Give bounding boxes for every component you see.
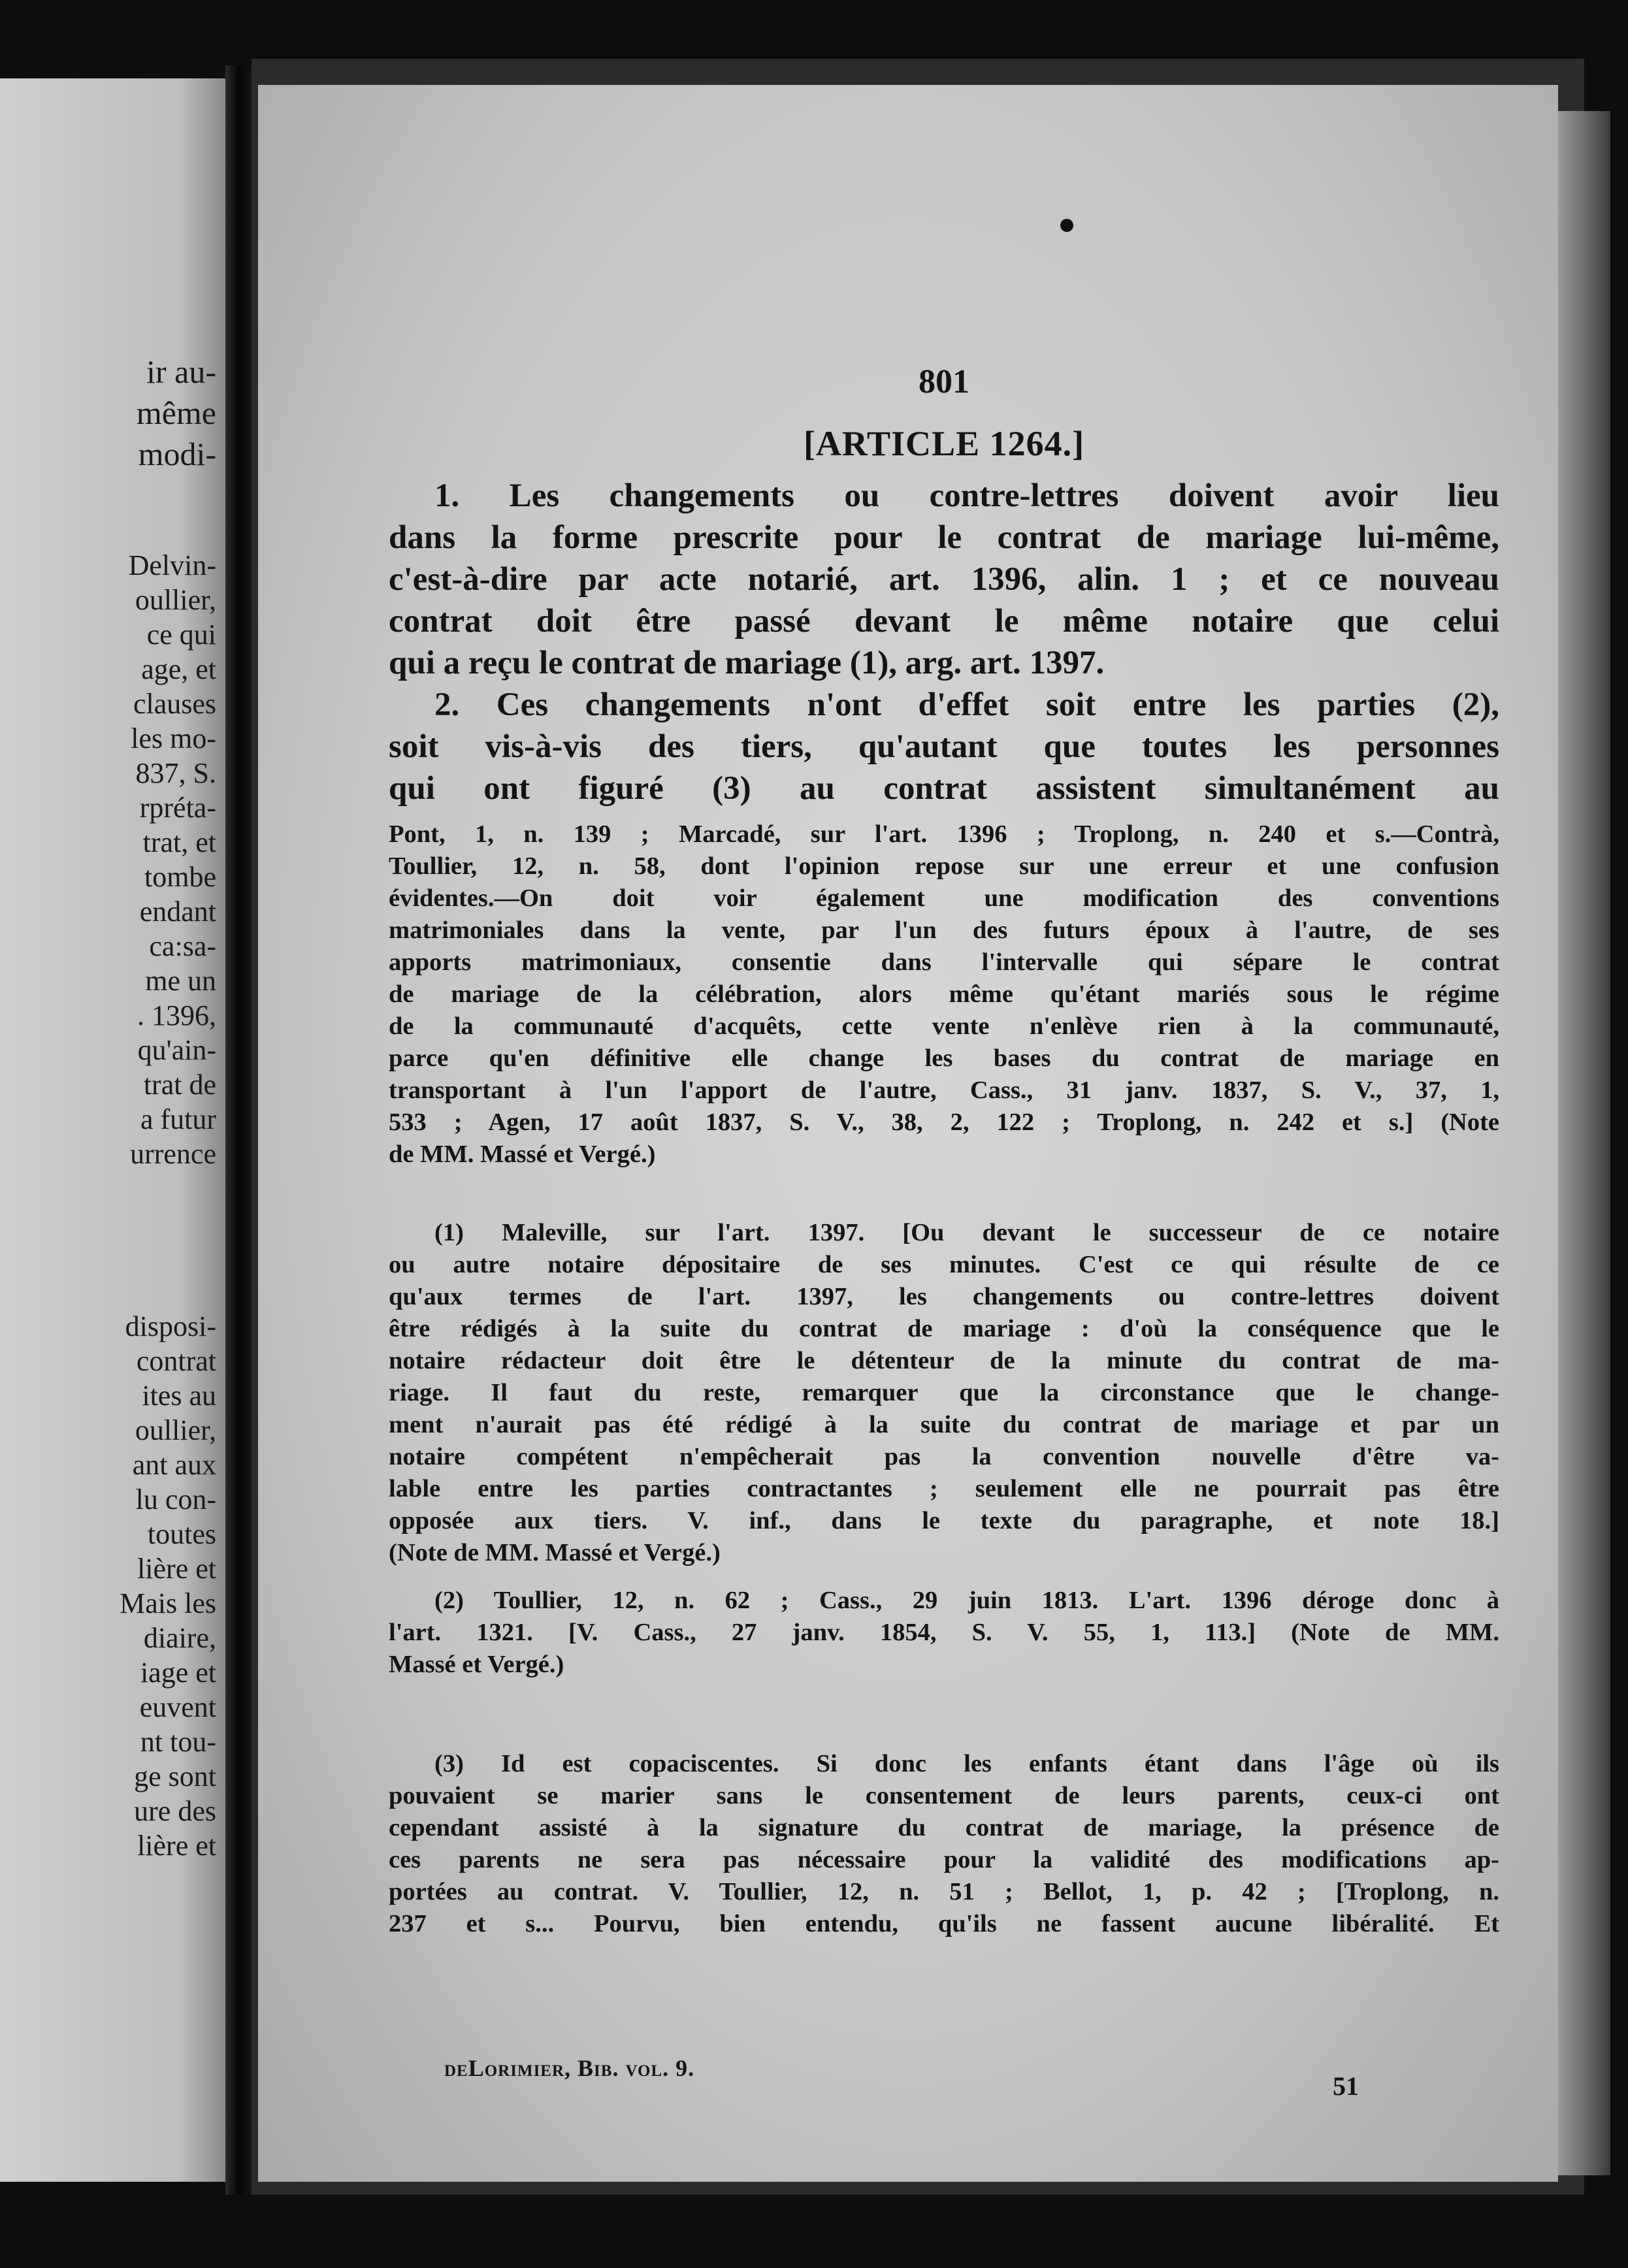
left-page-line: ites au <box>142 1380 216 1412</box>
left-page-line: rpréta- <box>139 792 216 824</box>
footer-sheet-number: 51 <box>1333 2071 1359 2101</box>
left-page-line: disposi- <box>125 1310 216 1342</box>
footnote-3-line: (3) Id est copaciscentes. Si donc les enfants étant dans l'âge où ils <box>434 1750 1499 1777</box>
footnote-1-line: notaire rédacteur doit être le détenteur de la minute du contrat de ma- <box>389 1347 1499 1374</box>
left-page <box>0 78 225 2182</box>
main-text-line: qui ont figuré (3) au contrat assistent simultanément au <box>389 770 1499 807</box>
left-page-line: me un <box>145 965 216 997</box>
left-page-line: euvent <box>139 1691 216 1723</box>
left-page-line: lière et <box>137 1830 216 1862</box>
note-continuation-line: parce qu'en définitive elle change les bases du contrat de mariage en <box>389 1045 1499 1072</box>
left-page-line: nt tou- <box>140 1726 216 1758</box>
footnote-2-line: (2) Toullier, 12, n. 62 ; Cass., 29 juin 1813. L'art. 1396 déroge donc à <box>434 1587 1499 1614</box>
footnote-3-line: cependant assisté à la signature du contrat de mariage, la présence de <box>389 1814 1499 1841</box>
footnote-1-line: riage. Il faut du reste, remarquer que la circonstance que le change- <box>389 1379 1499 1406</box>
main-text-line: 2. Ces changements n'ont d'effet soit entre les parties (2), <box>434 687 1499 723</box>
article-title: [ARTICLE 1264.] <box>803 424 1085 463</box>
left-page-line: toutes <box>147 1518 216 1550</box>
footnote-1-line: ment n'aurait pas été rédigé à la suite du contrat de mariage et par un <box>389 1411 1499 1438</box>
footnote-3-line: ces parents ne sera pas nécessaire pour la validité des modifications ap- <box>389 1846 1499 1873</box>
note-continuation-line: de MM. Massé et Vergé.) <box>389 1141 656 1168</box>
footnote-1-line: qu'aux termes de l'art. 1397, les changements ou contre-lettres doivent <box>389 1283 1499 1310</box>
main-text-line: soit vis-à-vis des tiers, qu'autant que toutes les personnes <box>389 728 1499 765</box>
left-page-line: qu'ain- <box>137 1034 216 1066</box>
left-page-line: même <box>136 395 216 431</box>
footnote-2-line: l'art. 1321. [V. Cass., 27 janv. 1854, S. V. 55, 1, 113.] (Note de MM. <box>389 1619 1499 1646</box>
footnote-2-line: Massé et Vergé.) <box>389 1651 564 1678</box>
footnote-1-line: notaire compétent n'empêcherait pas la convention nouvelle d'être va- <box>389 1443 1499 1470</box>
note-continuation-line: 533 ; Agen, 17 août 1837, S. V., 38, 2, 122 ; Troplong, n. 242 et s.] (Note <box>389 1109 1499 1136</box>
left-page-line: modi- <box>138 436 216 472</box>
left-page-line: Delvin- <box>128 549 216 581</box>
left-page-line: lu con- <box>135 1483 216 1515</box>
footnote-1-line: (1) Maleville, sur l'art. 1397. [Ou devant le successeur de ce notaire <box>434 1219 1499 1246</box>
left-page-line: ge sont <box>134 1760 216 1792</box>
footer-signature: deLorimier, Bib. vol. 9. <box>444 2055 695 2081</box>
footnote-1-line: (Note de MM. Massé et Vergé.) <box>389 1539 721 1566</box>
left-page-line: endant <box>139 896 216 928</box>
note-continuation-line: Pont, 1, n. 139 ; Marcadé, sur l'art. 1396 ; Troplong, n. 240 et s.—Contrà, <box>389 820 1499 848</box>
left-page-line: urrence <box>130 1138 216 1170</box>
left-page-line: iage et <box>140 1657 216 1689</box>
main-text-line: qui a reçu le contrat de mariage (1), arg. art. 1397. <box>389 645 1105 681</box>
left-page-line: ant aux <box>132 1449 216 1481</box>
footnote-1-line: opposée aux tiers. V. inf., dans le texte du paragraphe, et note 18.] <box>389 1507 1499 1534</box>
footnote-3-line: 237 et s... Pourvu, bien entendu, qu'ils ne fassent aucune libéralité. Et <box>389 1910 1499 1937</box>
note-continuation-line: matrimoniales dans la vente, par l'un des futurs époux à l'autre, de ses <box>389 916 1499 944</box>
note-continuation-line: transportant à l'un l'apport de l'autre, Cass., 31 janv. 1837, S. V., 37, 1, <box>389 1077 1499 1104</box>
left-page-line: les mo- <box>131 722 216 754</box>
note-continuation-line: évidentes.—On doit voir également une modification des conventions <box>389 884 1499 912</box>
left-page-line: clauses <box>133 688 216 720</box>
left-page-line: trat, et <box>142 826 216 858</box>
right-page <box>258 85 1558 2182</box>
left-page-line: ure des <box>134 1795 216 1827</box>
left-page-line: lière et <box>137 1553 216 1585</box>
left-page-line: tombe <box>144 861 216 893</box>
note-continuation-line: de la communauté d'acquêts, cette vente n'enlève rien à la communauté, <box>389 1012 1499 1040</box>
left-page-line: diaire, <box>143 1622 216 1654</box>
left-page-line: a futur <box>140 1103 216 1135</box>
left-page-line: age, et <box>141 653 216 685</box>
left-page-line: Mais les <box>120 1587 216 1619</box>
left-page-line: trat de <box>143 1069 216 1101</box>
footnote-3-line: portées au contrat. V. Toullier, 12, n. 51 ; Bellot, 1, p. 42 ; [Troplong, n. <box>389 1878 1499 1905</box>
left-page-line: ce qui <box>146 619 216 651</box>
main-text-line: dans la forme prescrite pour le contrat de mariage lui-même, <box>389 519 1499 556</box>
main-text-line: c'est-à-dire par acte notarié, art. 1396, alin. 1 ; et ce nouveau <box>389 561 1499 598</box>
footnote-3-line: pouvaient se marier sans le consentement de leurs parents, ceux-ci ont <box>389 1782 1499 1809</box>
footnote-1-line: ou autre notaire dépositaire de ses minutes. C'est ce qui résulte de ce <box>389 1251 1499 1278</box>
note-continuation-line: de mariage de la célébration, alors même qu'étant mariés sous le régime <box>389 980 1499 1008</box>
main-text-line: 1. Les changements ou contre-lettres doivent avoir lieu <box>434 478 1499 514</box>
note-continuation-line: apports matrimoniaux, consentie dans l'intervalle qui sépare le contrat <box>389 948 1499 976</box>
footnote-1-line: être rédigés à la suite du contrat de mariage : d'où la conséquence que le <box>389 1315 1499 1342</box>
footnote-1-line: lable entre les parties contractantes ; seulement elle ne pourrait pas être <box>389 1475 1499 1502</box>
left-page-line: . 1396, <box>137 999 216 1031</box>
left-page-line: 837, S. <box>135 757 216 789</box>
page-number: 801 <box>919 363 969 400</box>
left-page-line: oullier, <box>135 1414 216 1446</box>
main-text-line: contrat doit être passé devant le même notaire que celui <box>389 603 1499 640</box>
page-content <box>389 85 1499 2182</box>
page-edge <box>1558 111 1610 2175</box>
left-page-line: oullier, <box>135 584 216 616</box>
note-continuation-line: Toullier, 12, n. 58, dont l'opinion repose sur une erreur et une confusion <box>389 852 1499 880</box>
left-page-line: ca:sa- <box>149 930 216 962</box>
left-page-line: contrat <box>136 1345 216 1377</box>
left-page-line: ir au- <box>146 353 216 390</box>
